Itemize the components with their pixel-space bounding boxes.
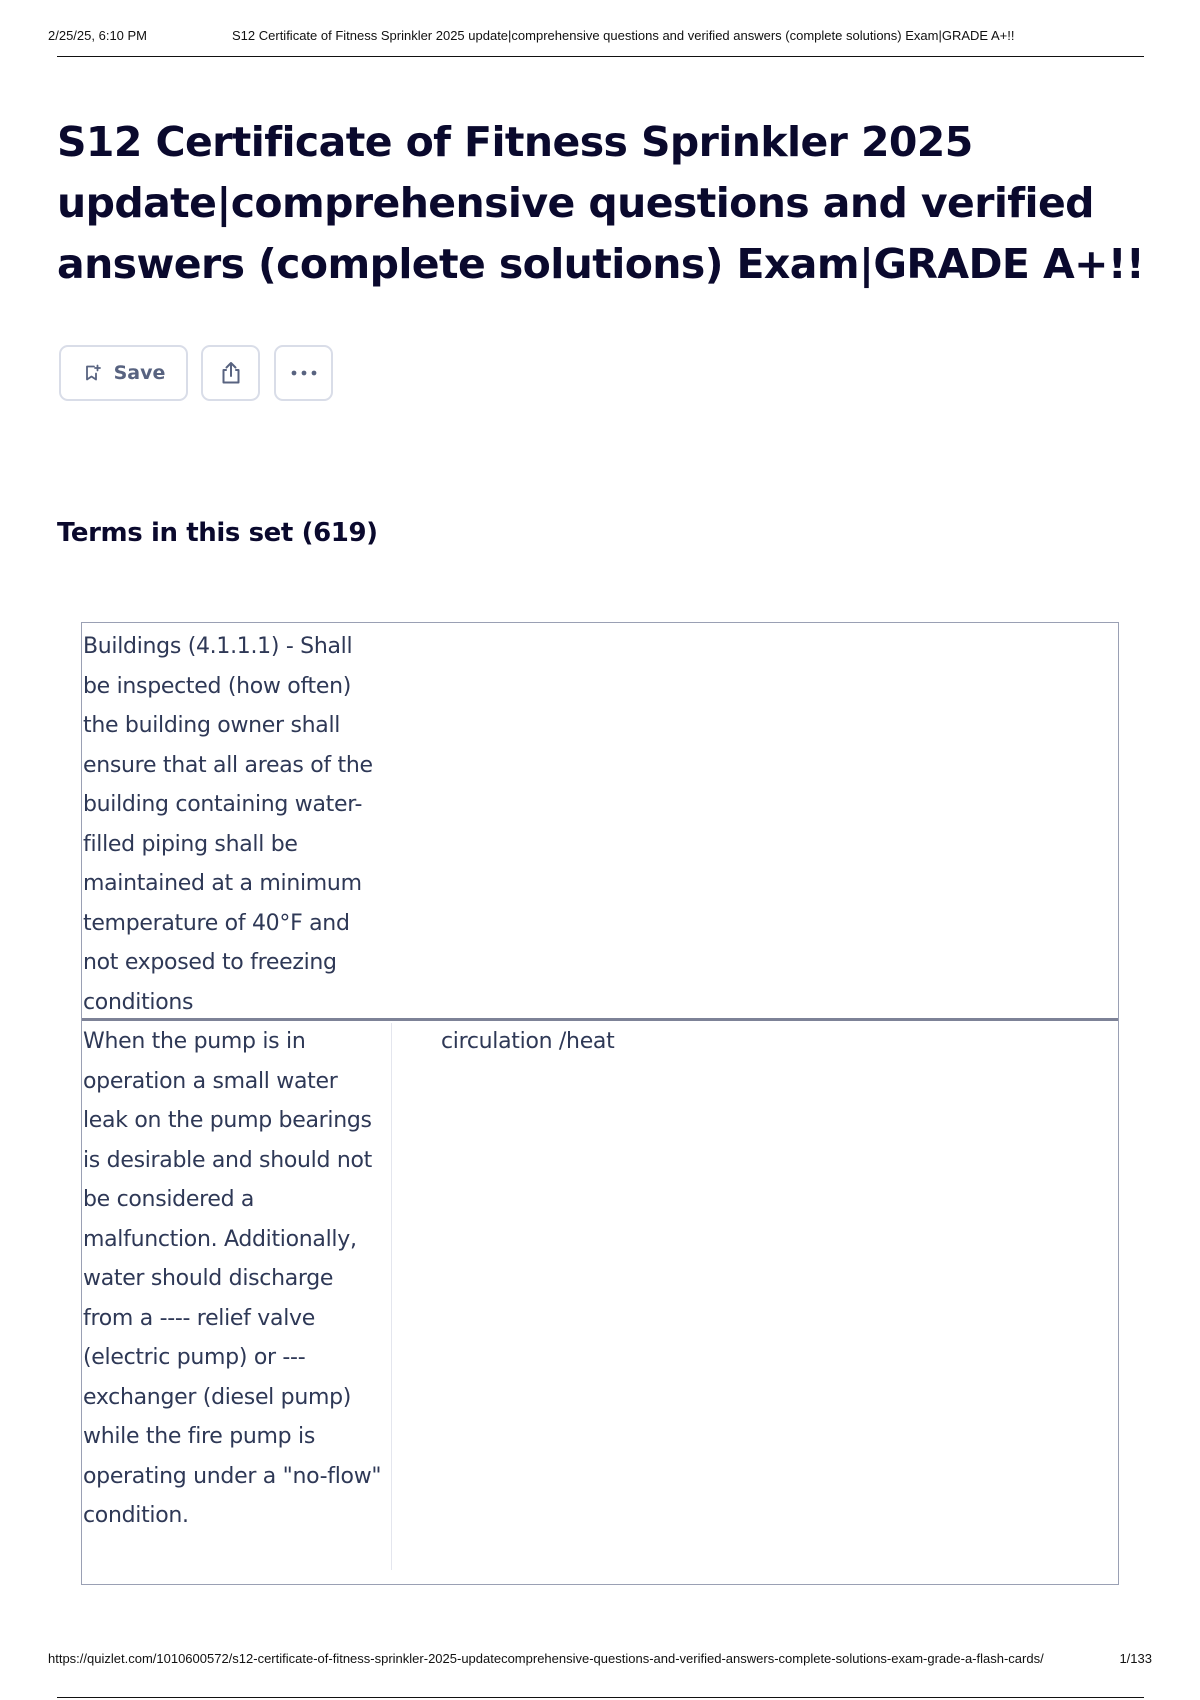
definition-text: circulation /heat xyxy=(441,1029,615,1054)
term-text: Buildings (4.1.1.1) - Shall be inspected (how often) the building owner shall ensure that all areas of the building containing water-filled piping shall be maintained at a minimum temperature of 40°F and not exposed to freezing conditions xyxy=(83,634,373,1015)
page-number: 1/133 xyxy=(1119,1651,1152,1666)
save-label: Save xyxy=(113,362,166,384)
more-horizontal-icon xyxy=(290,369,318,377)
term-card xyxy=(82,623,1118,1018)
bookmark-plus-icon xyxy=(82,363,102,383)
share-button[interactable] xyxy=(201,345,260,401)
page-title: S12 Certificate of Fitness Sprinkler 2025 update|comprehensive questions and verified answers (complete solutions) Exam|GRADE A+!! xyxy=(57,118,1145,288)
share-icon xyxy=(217,359,245,387)
footer-rule xyxy=(57,1697,1144,1698)
header-rule xyxy=(57,56,1144,57)
save-button[interactable] xyxy=(59,345,188,401)
term-text: When the pump is in operation a small water leak on the pump bearings is desirable and should not be considered a malfunction. Additionally, water should discharge from a ---- relief valve (electric pump) or --- exchanger (diesel pump) while the fire pump is operating under a "no-flow" condition. xyxy=(83,1029,382,1528)
term-card xyxy=(82,1018,1118,1587)
print-date: 2/25/25, 6:10 PM xyxy=(48,28,148,43)
terms-heading: Terms in this set (619) xyxy=(57,518,378,548)
more-options-button[interactable] xyxy=(274,345,333,401)
page-url: https://quizlet.com/1010600572/s12-certificate-of-fitness-sprinkler-2025-updatecomprehensive-questions-and-verified-answers-complete-solutions-exam-grade-a-flash-cards/ xyxy=(48,1651,1044,1666)
print-footer xyxy=(48,1651,1152,1669)
terms-table xyxy=(81,622,1119,1585)
print-document-title: S12 Certificate of Fitness Sprinkler 2025 update|comprehensive questions and verified answers (complete solutions) Exam|GRADE A+!! xyxy=(232,28,1015,43)
column-divider xyxy=(391,1023,392,1570)
